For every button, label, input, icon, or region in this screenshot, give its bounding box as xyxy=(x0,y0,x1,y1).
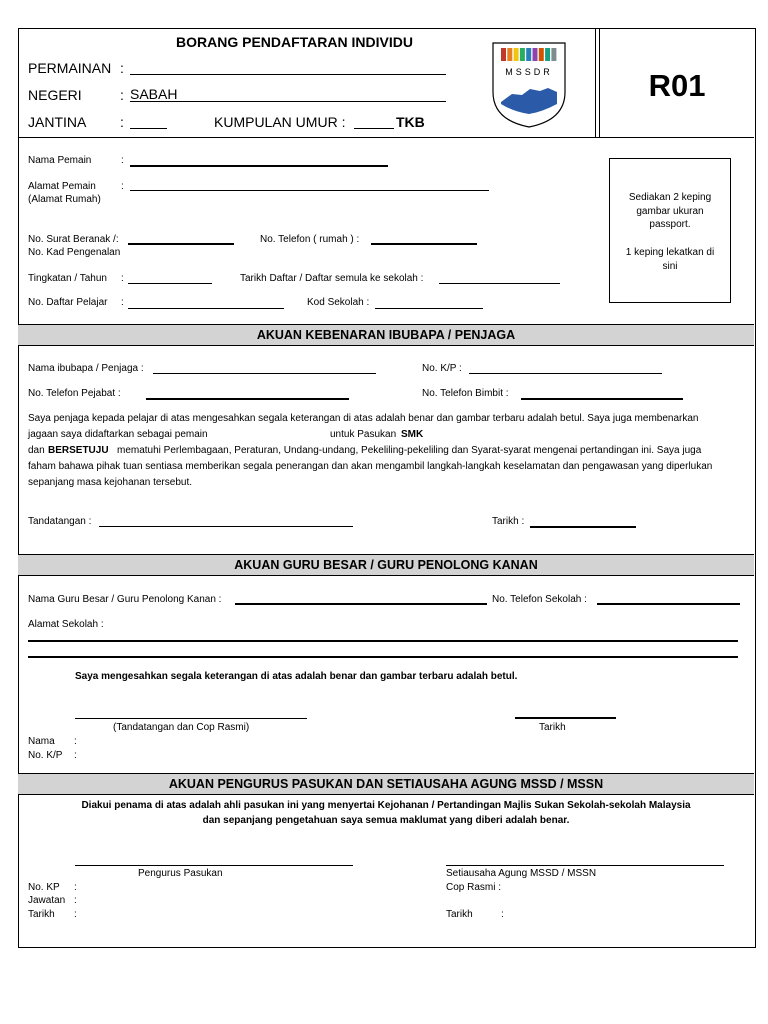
telefon-pejabat-label: No. Telefon Pejabat : xyxy=(28,388,121,399)
cop-rasmi-label: (Tandatangan dan Cop Rasmi) xyxy=(113,722,250,733)
logo-text: MSSDR xyxy=(505,67,553,77)
kumpulan-field[interactable] xyxy=(354,128,394,129)
logo-stripe xyxy=(514,48,519,61)
telefon-sekolah-field[interactable] xyxy=(597,603,740,605)
negeri-label: NEGERI xyxy=(28,87,82,103)
tarikh-field[interactable] xyxy=(530,526,636,528)
daftar-pelajar-label: No. Daftar Pelajar xyxy=(28,297,108,308)
nama-pemain-label: Nama Pemain xyxy=(28,155,92,166)
photo-instruction-2: 1 keping lekatkan di sini xyxy=(625,247,715,272)
nama-label: Nama xyxy=(28,736,55,747)
tarikh-field[interactable] xyxy=(515,717,616,719)
tandatangan-label: Tandatangan : xyxy=(28,516,92,527)
nama-guru-field[interactable] xyxy=(235,603,487,605)
divider xyxy=(595,28,596,137)
negeri-field[interactable] xyxy=(130,101,446,102)
colon: : xyxy=(121,155,124,166)
colon: : xyxy=(74,909,77,920)
surat-beranak-label: No. Surat Beranak /: xyxy=(28,234,119,245)
consent-para: BERSETUJU xyxy=(48,445,109,456)
alamat-rumah-label: (Alamat Rumah) xyxy=(28,194,101,205)
kad-pengenalan-label: No. Kad Pengenalan xyxy=(28,247,121,258)
consent-para: SMK xyxy=(401,429,424,440)
cop-rasmi-label: Cop Rasmi : xyxy=(446,882,502,893)
consent-para: Saya penjaga kepada pelajar di atas mengesahkan segala keterangan di atas adalah benar dan gambar terbaru adalah betul. Saya juga membenarkan xyxy=(28,413,699,424)
colon: : xyxy=(121,297,124,308)
logo-stripe xyxy=(539,48,544,61)
nama-pemain-field[interactable] xyxy=(130,165,388,167)
surat-beranak-field[interactable] xyxy=(128,243,234,245)
photo-box[interactable] xyxy=(609,158,731,303)
section-bar-parent: AKUAN KEBENARAN IBUBAPA / PENJAGA xyxy=(18,324,754,346)
alamat-sekolah-label: Alamat Sekolah : xyxy=(28,619,104,630)
consent-para: jagaan saya didaftarkan sebagai pemain xyxy=(28,429,208,440)
logo-stripe xyxy=(545,48,550,61)
telefon-bimbit-field[interactable] xyxy=(521,398,683,400)
signature-line[interactable] xyxy=(75,718,307,719)
consent-para: faham bahawa pihak tuan sentiasa memberikan segala penerangan dan akan mengambil langkah-langkah keselamatan dan pengawasan yang diperlukan xyxy=(28,461,713,472)
manager-statement: dan sepanjang pengetahuan saya semua maklumat yang diberi adalah benar. xyxy=(202,815,570,826)
logo-stripe xyxy=(526,48,531,61)
logo-stripe xyxy=(551,48,556,61)
setiausaha-label: Setiausaha Agung MSSD / MSSN xyxy=(446,868,597,879)
logo-stripe xyxy=(507,48,512,61)
colon: : xyxy=(121,273,124,284)
form-code: R01 xyxy=(648,68,706,103)
consent-para: dan xyxy=(28,445,45,456)
header-divider xyxy=(18,137,754,138)
alamat-pemain-field[interactable] xyxy=(130,190,489,191)
kod-sekolah-field[interactable] xyxy=(375,308,483,309)
logo-stripe xyxy=(520,48,525,61)
jantina-label: JANTINA xyxy=(28,114,87,130)
tingkatan-field[interactable] xyxy=(128,283,212,284)
kp-label: No. K/P xyxy=(28,750,63,761)
colon: : xyxy=(74,750,77,761)
jawatan-label: Jawatan xyxy=(28,895,66,906)
daftar-pelajar-field[interactable] xyxy=(128,308,284,309)
kp-field[interactable] xyxy=(469,373,662,374)
head-statement: Saya mengesahkan segala keterangan di atas adalah benar dan gambar terbaru adalah betul. xyxy=(75,671,518,682)
tarikh-label: Tarikh xyxy=(28,909,55,920)
nama-ibubapa-label: Nama ibubapa / Penjaga : xyxy=(28,363,144,374)
setiausaha-signature-line[interactable] xyxy=(446,865,724,866)
tandatangan-field[interactable] xyxy=(99,526,353,527)
kp-label: No. K/P : xyxy=(422,363,462,374)
consent-para: untuk Pasukan xyxy=(330,429,397,440)
colon: : xyxy=(120,87,124,103)
kod-sekolah-label: Kod Sekolah : xyxy=(307,297,370,308)
kumpulan-label: KUMPULAN UMUR : xyxy=(214,114,346,130)
section-bar-manager: AKUAN PENGURUS PASUKAN DAN SETIAUSAHA AGUNG MSSD / MSSN xyxy=(18,773,754,795)
telefon-sekolah-label: No. Telefon Sekolah : xyxy=(492,594,587,605)
colon: : xyxy=(74,895,77,906)
kp-label: No. KP xyxy=(28,882,60,893)
colon: : xyxy=(74,736,77,747)
mssdr-logo xyxy=(492,42,566,128)
alamat-sekolah-field[interactable] xyxy=(28,656,738,658)
colon: : xyxy=(74,882,77,893)
telefon-rumah-field[interactable] xyxy=(371,243,477,245)
logo-stripe xyxy=(501,48,506,61)
logo-stripe xyxy=(533,48,538,61)
tingkatan-label: Tingkatan / Tahun xyxy=(28,273,107,284)
alamat-pemain-label: Alamat Pemain xyxy=(28,181,96,192)
nama-ibubapa-field[interactable] xyxy=(153,373,376,374)
tarikh-label: Tarikh xyxy=(446,909,473,920)
manager-statement: Diakui penama di atas adalah ahli pasukan ini yang menyertai Kejohanan / Pertandingan Majlis Sukan Sekolah-sekolah Malaysia xyxy=(81,800,691,811)
telefon-rumah-label: No. Telefon ( rumah ) : xyxy=(260,234,360,245)
tarikh-daftar-field[interactable] xyxy=(439,283,560,284)
shield-icon xyxy=(492,42,566,128)
telefon-bimbit-label: No. Telefon Bimbit : xyxy=(422,388,509,399)
tarikh-daftar-label: Tarikh Daftar / Daftar semula ke sekolah : xyxy=(240,273,424,284)
section-bar-head: AKUAN GURU BESAR / GURU PENOLONG KANAN xyxy=(18,554,754,576)
negeri-value[interactable]: SABAH xyxy=(130,86,178,102)
jantina-field[interactable] xyxy=(130,128,167,129)
tarikh-label: Tarikh xyxy=(539,722,566,733)
form-title: BORANG PENDAFTARAN INDIVIDU xyxy=(176,34,413,50)
pengurus-signature-line[interactable] xyxy=(75,865,353,866)
colon: : xyxy=(121,181,124,192)
tarikh-label: Tarikh : xyxy=(492,516,525,527)
alamat-sekolah-field[interactable] xyxy=(28,640,738,642)
nama-guru-label: Nama Guru Besar / Guru Penolong Kanan : xyxy=(28,594,222,605)
kumpulan-value[interactable]: TKB xyxy=(396,114,425,130)
colon: : xyxy=(120,60,124,76)
consent-para: sepanjang masa kejohanan tersebut. xyxy=(28,477,193,488)
colon: : xyxy=(501,909,504,920)
colon: : xyxy=(120,114,124,130)
photo-instruction: Sediakan 2 keping gambar ukuran passport. xyxy=(628,192,712,230)
consent-para: mematuhi Perlembagaan, Peraturan, Undang-undang, Pekeliling-pekeliling dan Syarat-syarat mengenai pertandingan ini. Saya juga xyxy=(117,445,702,456)
pengurus-label: Pengurus Pasukan xyxy=(138,868,223,879)
telefon-pejabat-field[interactable] xyxy=(146,398,349,400)
permainan-label: PERMAINAN xyxy=(28,60,112,76)
permainan-field[interactable] xyxy=(130,74,446,75)
